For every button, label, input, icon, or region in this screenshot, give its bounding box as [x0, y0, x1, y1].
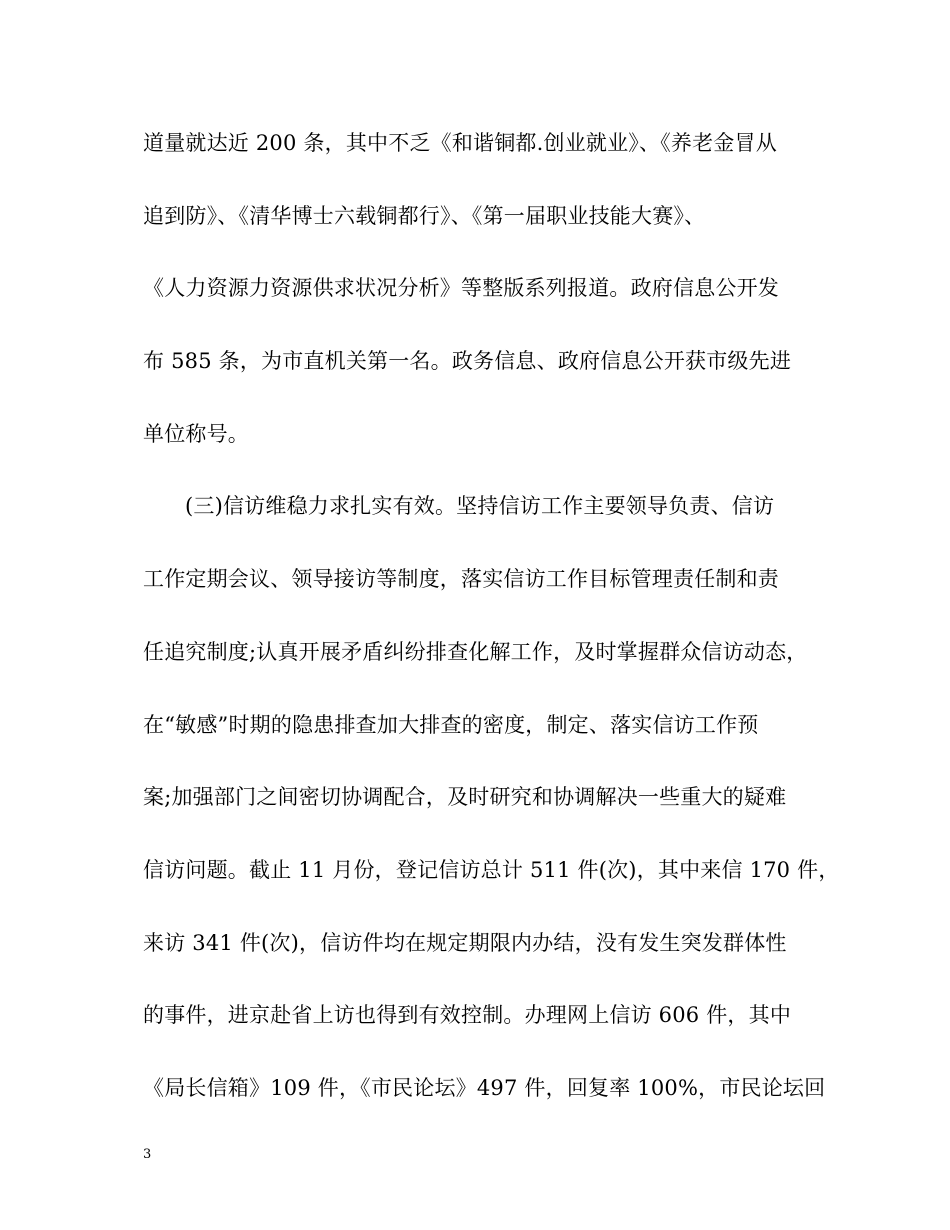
text-line: 的事件，进京赴省上访也得到有效控制。办理网上信访 606 件，其中: [143, 1003, 792, 1028]
text-line: 追到防》、《清华博士六载铜都行》、《第一届职业技能大赛》、: [143, 203, 706, 228]
page-number: 3: [143, 1147, 152, 1162]
text-line: 单位称号。: [143, 421, 249, 446]
text-line: 案;加强部门之间密切协调配合，及时研究和协调解决一些重大的疑难: [143, 785, 787, 810]
text-line: 信访问题。截止 11 月份，登记信访总计 511 件(次)，其中来信 170 件，: [143, 857, 840, 882]
text-line: 来访 341 件(次)，信访件均在规定期限内办结，没有发生突发群体性: [143, 930, 787, 955]
text-line: 《人力资源力资源供求状况分析》等整版系列报道。政府信息公开发: [143, 276, 779, 301]
text-line: 布 585 条，为市直机关第一名。政务信息、政府信息公开获市级先进: [143, 349, 792, 374]
text-line: 任追究制度;认真开展矛盾纠纷排查化解工作，及时掌握群众信访动态，: [143, 639, 808, 664]
paragraph-start-line: (三)信访维稳力求扎实有效。坚持信访工作主要领导负责、信访: [185, 494, 775, 519]
body-text: [143, 123, 840, 1141]
text-line: 《局长信箱》109 件，《市民论坛》497 件，回复率 100%，市民论坛回: [143, 1075, 826, 1100]
text-line: 工作定期会议、领导接访等制度，落实信访工作目标管理责任制和责: [143, 567, 779, 592]
text-line: 道量就达近 200 条，其中不乏《和谐铜都.创业就业》、《养老金冒从: [143, 131, 777, 155]
text-line: 在“敏感”时期的隐患排查加大排查的密度，制定、落实信访工作预: [143, 712, 759, 737]
